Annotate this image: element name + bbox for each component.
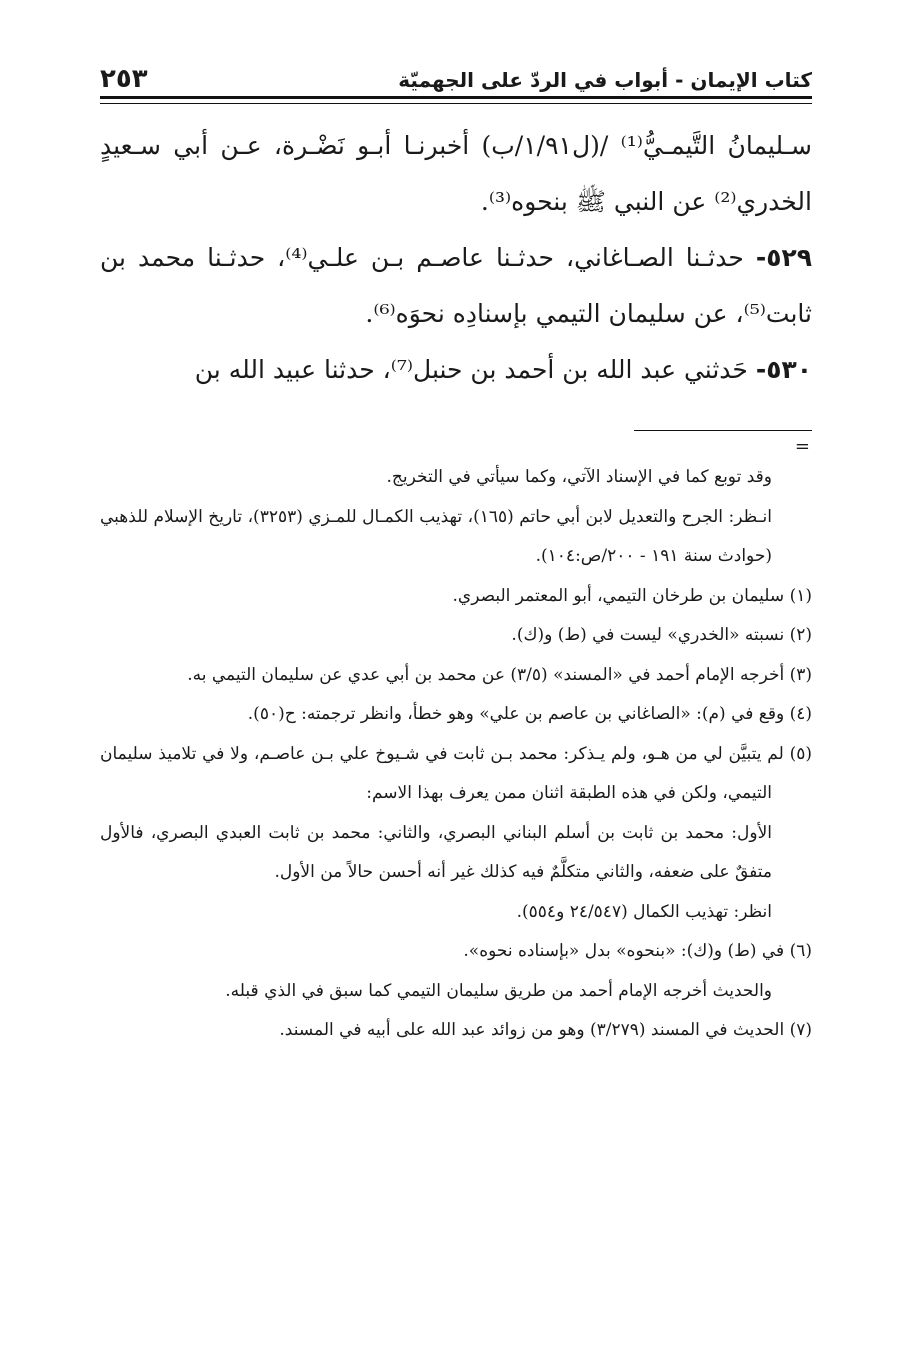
hadith-529 <box>100 230 812 342</box>
footnote-continuation: وقد توبع كما في الإسناد الآتي، وكما سيأتي في التخريج. <box>386 467 772 487</box>
paragraph-text: حَدثني عبد الله بن أحمد بن حنبل⁽⁷⁾، حدثنا عبيد الله بن <box>194 355 748 384</box>
footnote-separator <box>634 430 812 431</box>
page-number: ٢٥٣ <box>100 64 148 94</box>
footnotes <box>100 458 812 1051</box>
main-text <box>100 118 812 398</box>
footnote-5: (٥) لم يتبيَّن لي من هـو، ولم يـذكر: محمد بـن ثابت في شـيوخ علي بـن عاصـم، ولا في تلاميذ سليمان التيمي، ولكن في هذه الطبقة اثنان ممن يعرف بهذا الاسم: <box>100 743 812 803</box>
footnote-6: (٦) في (ط) و(ك): «بنحوه» بدل «بإسناده نحوه». <box>463 941 812 961</box>
footnote-5-detail: الأول: محمد بن ثابت بن أسلم البناني البصري، والثاني: محمد بن ثابت العبدي البصري، فالأول متفقٌ على ضعفه، والثاني متكلَّمٌ فيه كذلك غير أنه أحسن حالاً من الأول. <box>100 822 772 882</box>
hadith-530 <box>100 342 812 398</box>
footnote-2: (٢) نسبته «الخدري» ليست في (ط) و(ك). <box>511 625 812 645</box>
paragraph-text: حدثـنا الصـاغاني، حدثـنا عاصـم بـن علـي⁽⁴⁾، حدثـنا محمد بن ثابت⁽⁵⁾، عن سليمان التيمي بإسنادِه نحوَه⁽⁶⁾. <box>100 243 812 328</box>
footnote-4: (٤) وقع في (م): «الصاغاني بن عاصم بن علي» وهو خطأ، وانظر ترجمته: ح(٥٠). <box>247 704 812 724</box>
page-header <box>100 52 812 99</box>
footnote-3: (٣) أخرجه الإمام أحمد في «المسند» (٣/٥) عن محمد بن أبي عدي عن سليمان التيمي به. <box>187 664 812 685</box>
document-page <box>100 0 812 1366</box>
footnote-6-detail: والحديث أخرجه الإمام أحمد من طريق سليمان التيمي كما سبق في الذي قبله. <box>225 980 772 1001</box>
main-paragraph <box>100 118 812 230</box>
paragraph-text: سـليمانُ التَّيمـيُّ⁽¹⁾ /(ل١/٩١/ب) أخبرنـا أبـو نَضْـرة، عـن أبي سـعيدٍ الخدري⁽²⁾ عن النبي ﷺ بنحوه⁽³⁾. <box>100 131 812 216</box>
footnote-7: (٧) الحديث في المسند (٣/٢٧٩) وهو من زوائد عبد الله على أبيه في المسند. <box>279 1020 812 1040</box>
hadith-number: ٥٢٩- <box>755 243 813 272</box>
hadith-number: ٥٣٠- <box>755 355 812 384</box>
footnote-1: (١) سليمان بن طرخان التيمي، أبو المعتمر البصري. <box>452 585 812 606</box>
footnote-continuation: انـظر: الجرح والتعديل لابن أبي حاتم (١٦٥)، تهذيب الكمـال للمـزي (٣٢٥٣)، تاريخ الإسلام للذهبي (حوادث سنة ١٩١ - ٢٠٠/ص:١٠٤). <box>100 506 772 566</box>
continuation-mark: = <box>794 436 810 457</box>
running-title: كتاب الإيمان - أبواب في الردّ على الجهميّة <box>398 68 812 92</box>
footnote-5-ref: انظر: تهذيب الكمال (٢٤/٥٤٧ و٥٥٤). <box>516 901 772 922</box>
